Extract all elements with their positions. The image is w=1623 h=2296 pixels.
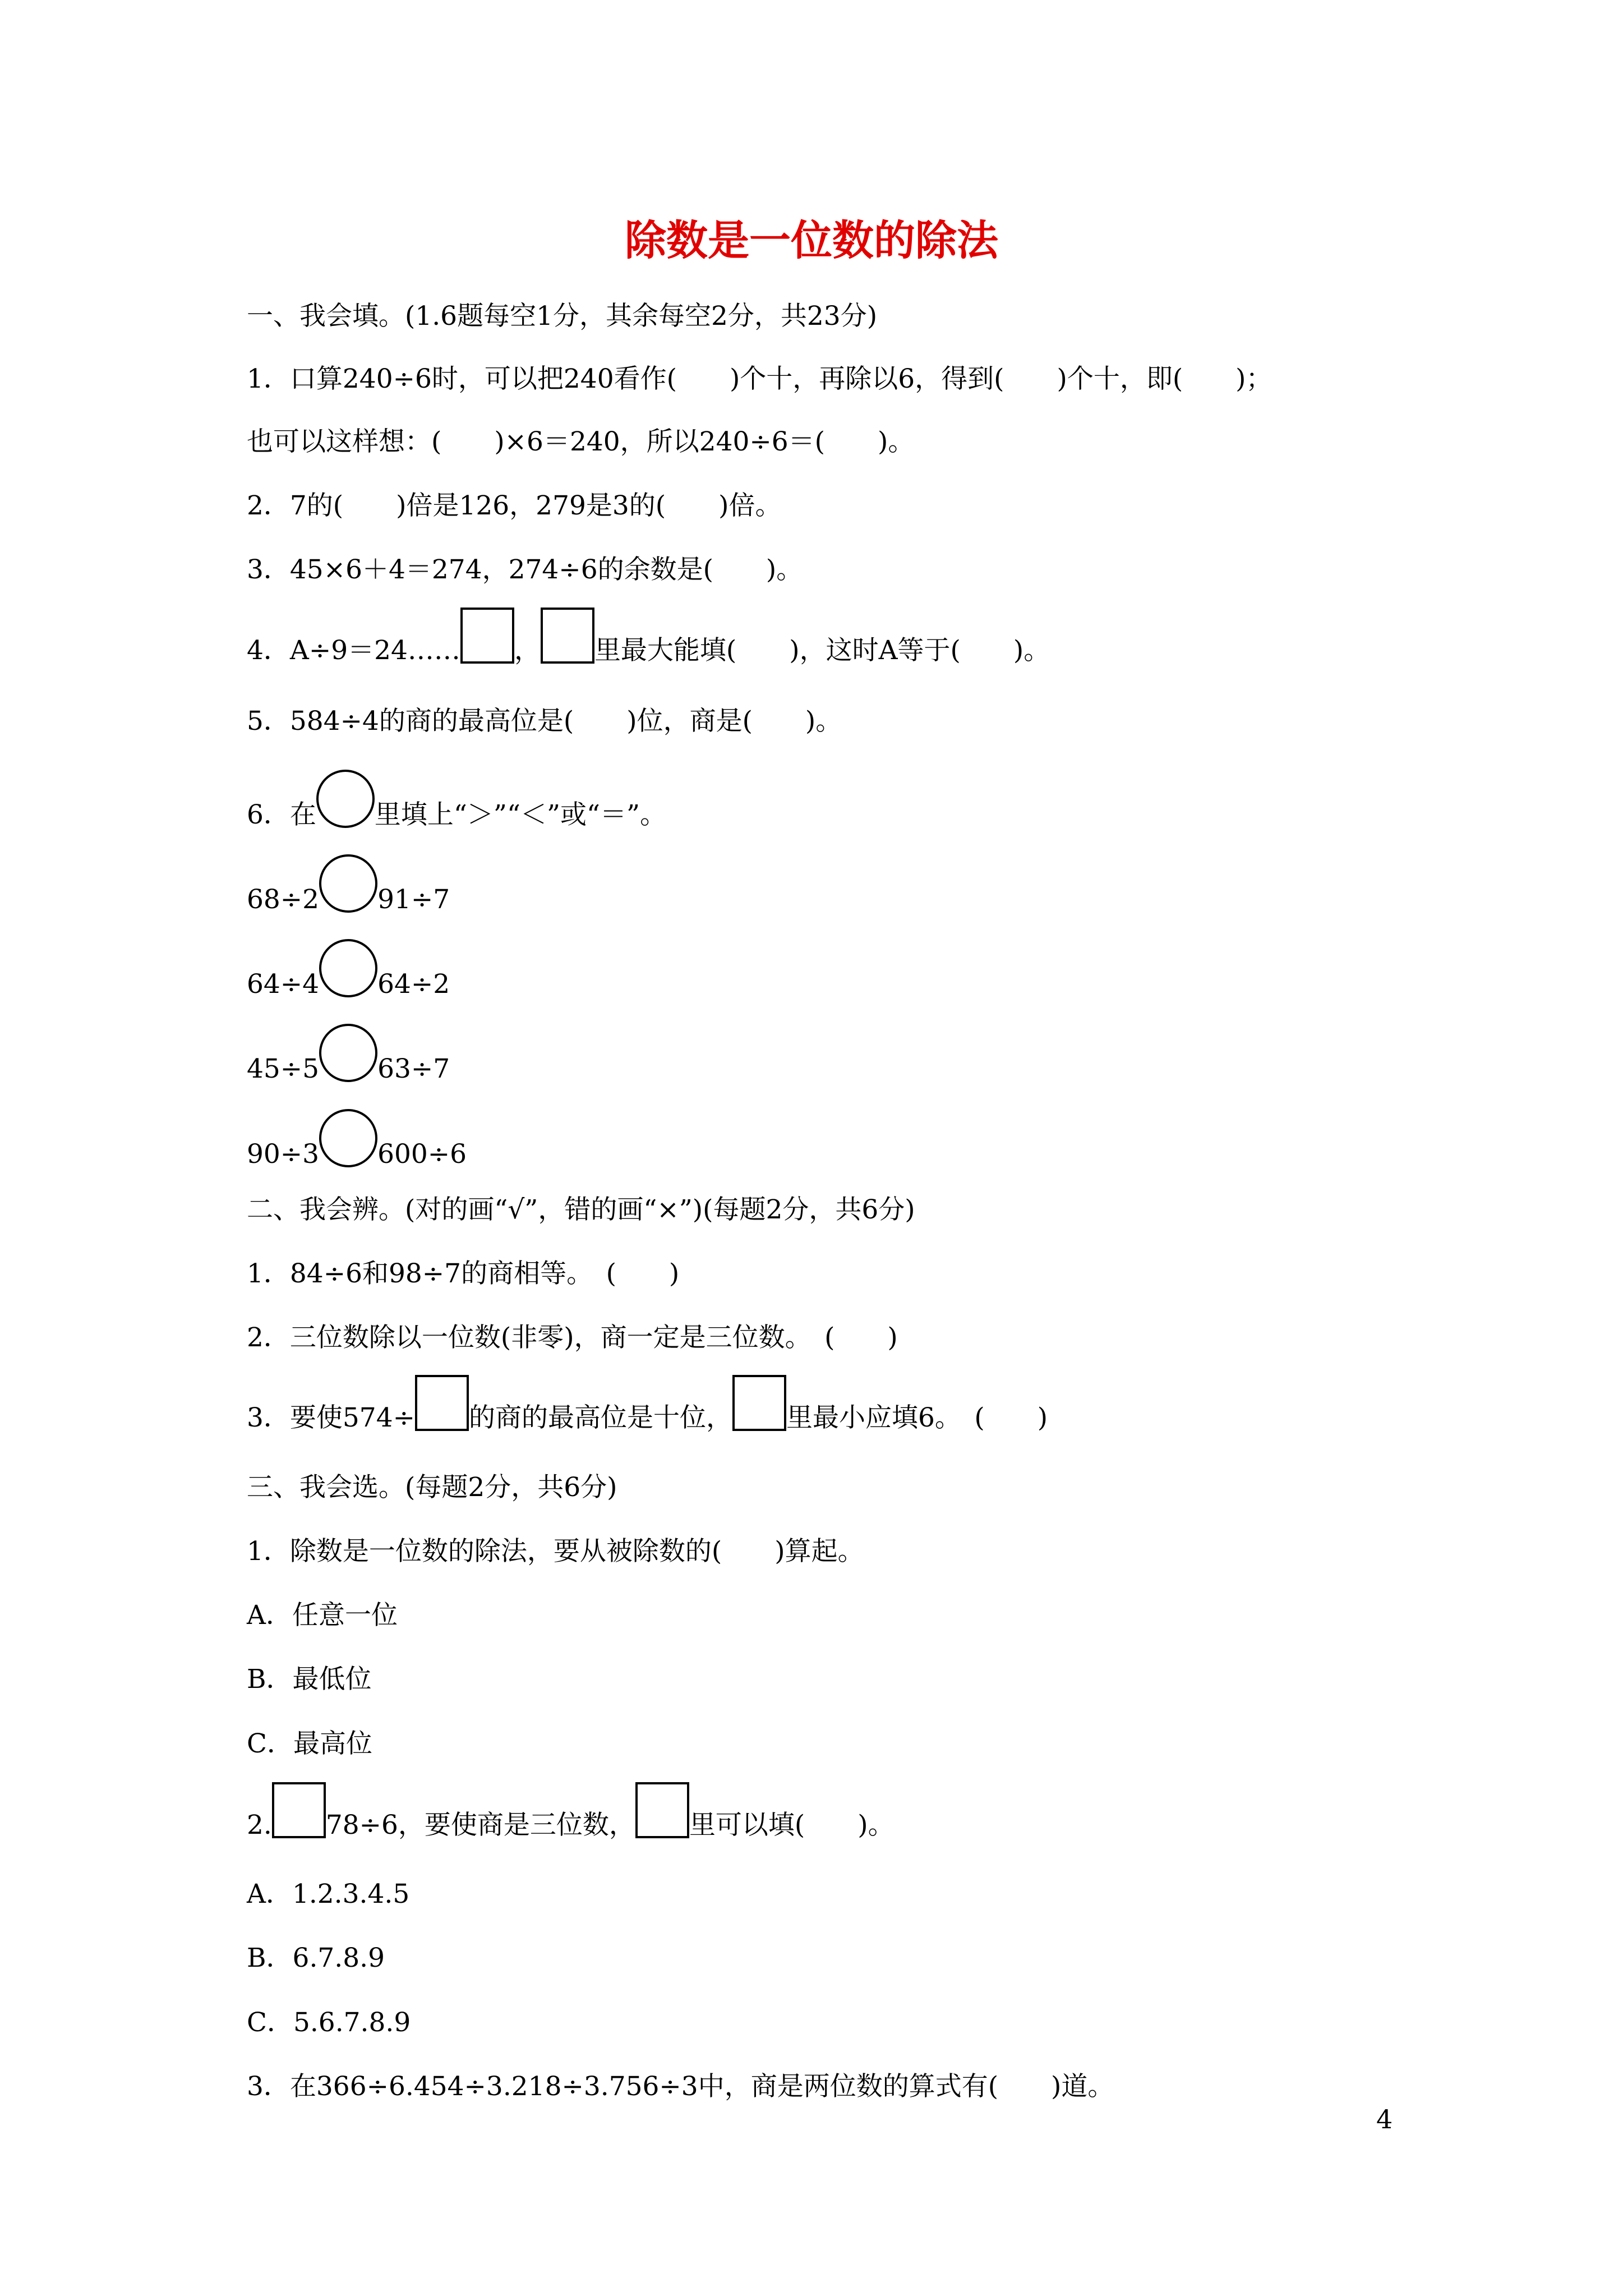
answer-box <box>272 1782 326 1838</box>
section-2-heading: 二、我会辨。(对的画“√”，错的画“×”)(每题2分，共6分) <box>247 1194 915 1225</box>
q1-4 <box>247 608 1050 664</box>
q1-6 <box>247 770 666 828</box>
q2-1: 1．84÷6和98÷7的商相等。 ( ) <box>247 1258 680 1289</box>
compare-right: 600÷6 <box>377 1139 467 1170</box>
compare-circle <box>319 1024 377 1082</box>
answer-box <box>635 1782 689 1838</box>
q1-6-text-a: 6．在 <box>247 799 316 830</box>
answer-box <box>460 608 514 664</box>
q1-4-text-b: ， <box>514 635 541 666</box>
compare-row <box>247 1024 450 1082</box>
q2-3-text-b: 的商的最高位是十位， <box>469 1402 732 1433</box>
answer-box <box>415 1375 469 1431</box>
q3-2 <box>247 1782 895 1841</box>
answer-box <box>732 1375 786 1431</box>
compare-circle <box>319 854 377 913</box>
compare-left: 64÷4 <box>247 969 320 1000</box>
q2-3-text-c: 里最小应填6。 ( ) <box>786 1402 1048 1433</box>
q1-4-text-a: 4．A÷9＝24…… <box>247 635 460 666</box>
q3-1-option-b: B．最低位 <box>247 1664 372 1695</box>
q2-3 <box>247 1375 1048 1431</box>
section-1-heading: 一、我会填。(1.6题每空1分，其余每空2分，共23分) <box>247 301 878 332</box>
q3-1-option-a: A．任意一位 <box>247 1600 398 1631</box>
compare-circle <box>319 939 377 997</box>
q1-1-line-a: 1．口算240÷6时，可以把240看作( )个十，再除以6，得到( )个十，即( )； <box>247 364 1272 394</box>
q3-2-option-c: C．5.6.7.8.9 <box>247 2007 411 2038</box>
q3-2-option-a: A．1.2.3.4.5 <box>247 1879 410 1910</box>
compare-circle <box>319 1109 377 1167</box>
q1-1-line-b: 也可以这样想：( )×6＝240，所以240÷6＝( )。 <box>247 426 915 457</box>
q1-3: 3．45×6＋4＝274，274÷6的余数是( )。 <box>247 554 803 585</box>
q3-2-option-b: B．6.7.8.9 <box>247 1943 385 1973</box>
compare-right: 64÷2 <box>377 969 450 1000</box>
q3-2-text-a: 2. <box>247 1810 272 1841</box>
compare-row <box>247 1109 467 1170</box>
compare-left: 90÷3 <box>247 1139 320 1170</box>
q3-1-option-c: C．最高位 <box>247 1728 372 1759</box>
page-title: 除数是一位数的除法 <box>625 217 998 265</box>
compare-right: 91÷7 <box>377 884 450 915</box>
compare-left: 45÷5 <box>247 1053 320 1084</box>
q3-2-text-c: 里可以填( )。 <box>689 1810 895 1841</box>
q3-1: 1．除数是一位数的除法，要从被除数的( )算起。 <box>247 1536 864 1567</box>
q3-2-text-b: 78÷6，要使商是三位数， <box>325 1810 635 1841</box>
q1-2: 2．7的( )倍是126，279是3的( )倍。 <box>247 490 782 521</box>
compare-circle <box>316 770 375 828</box>
q1-5: 5．584÷4的商的最高位是( )位，商是( )。 <box>247 706 842 737</box>
page-number: 4 <box>1376 2104 1393 2134</box>
q1-4-text-c: 里最大能填( )，这时A等于( )。 <box>594 635 1050 666</box>
compare-left: 68÷2 <box>247 884 320 915</box>
q2-2: 2．三位数除以一位数(非零)，商一定是三位数。 ( ) <box>247 1322 898 1353</box>
q3-3: 3．在366÷6.454÷3.218÷3.756÷3中，商是两位数的算式有( )道。 <box>247 2071 1114 2102</box>
compare-right: 63÷7 <box>377 1053 450 1084</box>
compare-row <box>247 854 450 913</box>
q1-6-text-b: 里填上“＞”“＜”或“＝”。 <box>374 799 667 830</box>
compare-row <box>247 939 450 1000</box>
q2-3-text-a: 3．要使574÷ <box>247 1402 415 1433</box>
answer-box <box>541 608 594 664</box>
section-3-heading: 三、我会选。(每题2分，共6分) <box>247 1472 617 1503</box>
